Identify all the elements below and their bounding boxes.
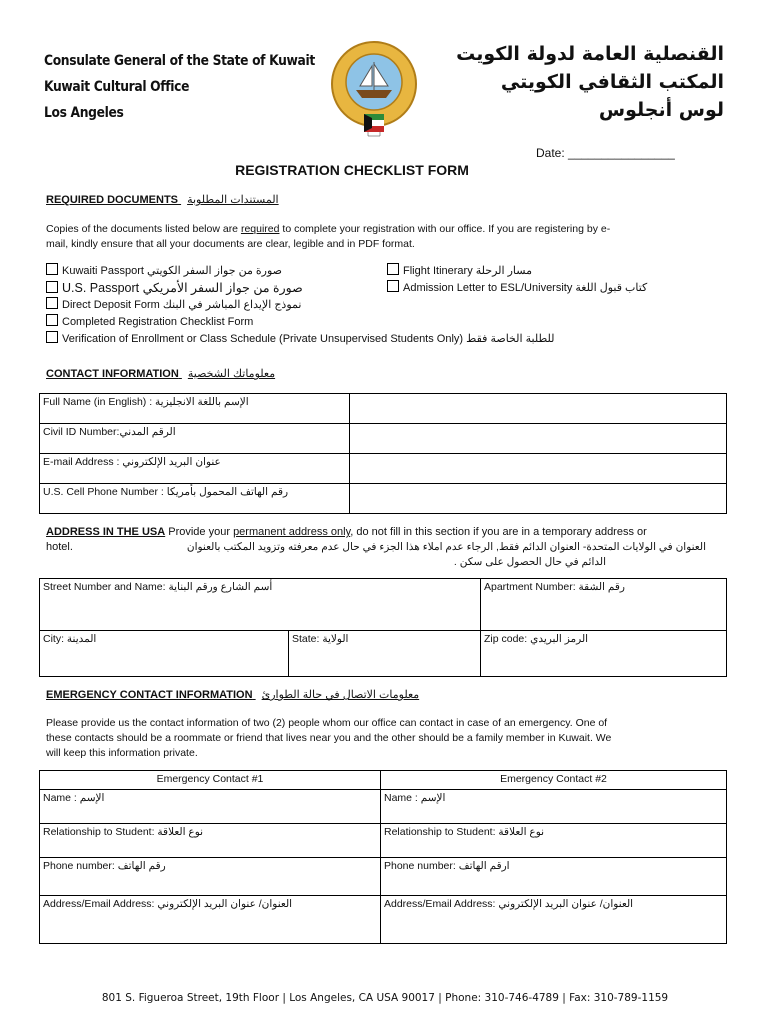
emergency-paragraph [46, 716, 726, 761]
contact-2-phone[interactable]: Phone number: ارقم الهاتف [381, 858, 727, 896]
address-note-ar: العنوان في الولايات المتحدة- العنوان الدائم فقط, الرجاء عدم املاء هذا الجزء في حال عدم معرفته وتزويد المكتب بالعنوان [186, 541, 706, 553]
check-item-checklist-form[interactable] [46, 314, 555, 331]
required-documents-heading [46, 193, 279, 206]
checkbox[interactable] [46, 263, 58, 275]
emergency-para-line: will keep this information private. [46, 747, 198, 759]
address-text: Provide your [165, 526, 234, 538]
contact-1-phone[interactable]: Phone number: رقم الهاتف [40, 858, 381, 896]
required-heading-ar: المستندات المطلوبة [187, 194, 279, 206]
checkbox[interactable] [46, 297, 58, 309]
check-item-flight[interactable] [387, 263, 647, 280]
street-field[interactable]: Street Number and Name: أسم الشارع ورقم البناية [40, 579, 481, 631]
contact-heading-ar: معلوماتك الشخصية [187, 368, 276, 380]
check-item-enrollment[interactable] [46, 331, 555, 348]
check-label: Kuwaiti Passport صورة من جواز السفر الكويتي [62, 265, 282, 277]
address-table [39, 578, 727, 677]
contact-1-header: Emergency Contact #1 [40, 771, 381, 790]
cell-phone-label: U.S. Cell Phone Number : رقم الهاتف المحمول بأمريكا [40, 484, 350, 514]
state-field[interactable]: State: الولاية [289, 631, 481, 677]
check-label: Completed Registration Checklist Form [62, 316, 254, 328]
zip-field[interactable]: Zip code: الرمز البريدي [481, 631, 727, 677]
para-part: Copies of the documents listed below are [46, 223, 241, 235]
date-field[interactable]: Date: ________________ [536, 146, 675, 160]
city-field[interactable]: City: المدينة [40, 631, 289, 677]
checkbox[interactable] [46, 331, 58, 343]
cell-phone-input[interactable] [350, 484, 727, 514]
address-intro [46, 525, 706, 570]
consulate-name: Consulate General of the State of Kuwait [44, 53, 315, 69]
contact-1-relationship[interactable]: Relationship to Student: نوع العلاقة [40, 824, 381, 858]
city-name-ar: لوس أنجلوس [598, 99, 724, 121]
header-english [44, 48, 315, 126]
civil-id-input[interactable] [350, 424, 727, 454]
para-line2: mail, kindly ensure that all your documents are clear, legible and in PDF format. [46, 238, 415, 250]
address-note-ar2: الدائم في حال الحصول على سكن . [453, 556, 606, 568]
office-name: Kuwait Cultural Office [44, 79, 190, 95]
para-required-word: required [240, 223, 280, 235]
checkbox[interactable] [46, 314, 58, 326]
city-name: Los Angeles [44, 105, 124, 121]
checkbox[interactable] [387, 263, 399, 275]
contact-1-name[interactable]: Name : الإسم [40, 790, 381, 824]
full-name-input[interactable] [350, 394, 727, 424]
check-item-direct-deposit[interactable] [46, 297, 555, 314]
office-name-ar: المكتب الثقافي الكويتي [500, 71, 724, 93]
address-permanent: permanent address only [233, 526, 351, 538]
required-heading-en: REQUIRED DOCUMENTS [46, 194, 179, 206]
contact-table [39, 393, 727, 514]
address-hotel: hotel. [46, 541, 73, 553]
email-input[interactable] [350, 454, 727, 484]
address-text: , do not fill in this section if you are in a temporary address or [350, 526, 647, 538]
contact-2-header: Emergency Contact #2 [381, 771, 727, 790]
checklist-right [387, 263, 647, 297]
email-label: E-mail Address : عنوان البريد الإلكتروني [40, 454, 350, 484]
emergency-para-line: Please provide us the contact information of two (2) people whom our office can contact in case of an emergency. One of [46, 717, 608, 729]
apartment-field[interactable]: Apartment Number: رقم الشقة [481, 579, 727, 631]
emergency-heading-ar: معلومات الاتصال في حالة الطوارئ [261, 689, 420, 701]
contact-heading-en: CONTACT INFORMATION [46, 368, 179, 380]
checkbox[interactable] [387, 280, 399, 292]
emergency-para-line: these contacts should be a roommate or friend that lives near you and the other should be a family member in Kuwait. We [46, 732, 612, 744]
check-label: Direct Deposit Form نموذج الإيداع المباشر في البنك [62, 299, 302, 311]
kuwait-emblem-icon [328, 38, 420, 138]
contact-1-address[interactable]: Address/Email Address: العنوان/ عنوان البريد الإلكتروني [40, 896, 381, 944]
header-arabic [456, 40, 724, 124]
check-label: Flight Itinerary مسار الرحلة [403, 265, 532, 277]
emergency-heading-en: EMERGENCY CONTACT INFORMATION [46, 689, 253, 701]
required-paragraph [46, 222, 686, 252]
contact-2-name[interactable]: Name : الإسم [381, 790, 727, 824]
civil-id-label: Civil ID Number:الرقم المدني [40, 424, 350, 454]
check-label: Admission Letter to ESL/University كتاب قبول اللغة [403, 282, 648, 294]
check-label: Verification of Enrollment or Class Schedule (Private Unsupervised Students Only) للطلبة الخاصة فقط [62, 333, 555, 345]
full-name-label: Full Name (in English) : الإسم باللغة الانجليزية [40, 394, 350, 424]
emergency-table [39, 770, 727, 944]
check-label: U.S. Passport صورة من جواز السفر الأمريكي [62, 281, 303, 295]
footer-address: 801 S. Figueroa Street, 19th Floor | Los Angeles, CA USA 90017 | Phone: 310-746-4789 | Fax: 310-789-1159 [101, 992, 669, 1004]
contact-2-address[interactable]: Address/Email Address: العنوان/ عنوان البريد الإلكتروني [381, 896, 727, 944]
checkbox[interactable] [46, 281, 58, 293]
emergency-heading [46, 688, 419, 701]
address-heading: ADDRESS IN THE USA [46, 526, 166, 538]
consulate-name-ar: القنصلية العامة لدولة الكويت [456, 43, 724, 65]
contact-2-relationship[interactable]: Relationship to Student: نوع العلاقة [381, 824, 727, 858]
check-item-admission[interactable] [387, 280, 647, 297]
para-part: to complete your registration with our office. If you are registering by e- [279, 223, 611, 235]
contact-heading [46, 367, 275, 380]
form-title: REGISTRATION CHECKLIST FORM [235, 162, 469, 178]
